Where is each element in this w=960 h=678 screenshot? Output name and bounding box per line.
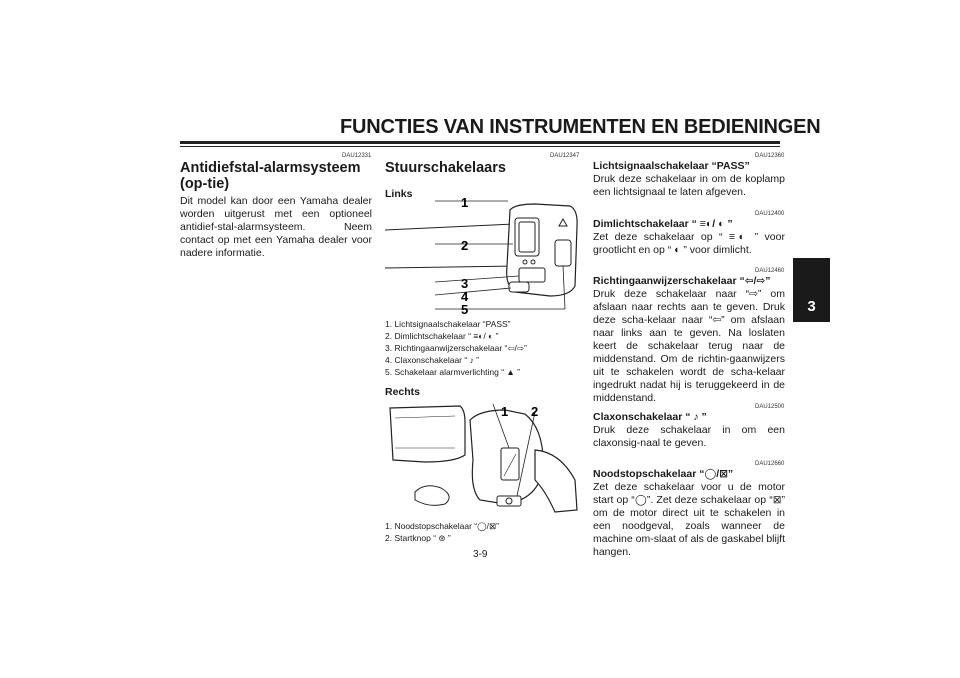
section-title: Stuurschakelaars (385, 160, 506, 176)
callout-1: 1 (501, 404, 509, 419)
section-title: Richtingaanwijzerschakelaar “⇦/⇨” (593, 275, 771, 287)
left-column (180, 160, 372, 260)
caption-item: 2. Startknop “ ⊛ ” (385, 533, 451, 543)
rechts-heading: Rechts (385, 386, 421, 398)
ref-code: DAU12331 (342, 153, 372, 159)
caption-item: 3. Richtingaanwijzerschakelaar “⇦/⇨” (385, 343, 527, 353)
header-rule-thin (180, 146, 780, 147)
section-richtingaanwijzer (593, 275, 785, 405)
callout-3: 3 (461, 276, 469, 291)
caption-item: 2. Dimlichtschakelaar “ ≡◐/ ◐ ” (385, 331, 499, 341)
left-switch-illustration (385, 196, 580, 314)
callout-5: 5 (461, 302, 469, 314)
section-body: Druk deze schakelaar naar “⇨” om afslaan naar rechts aan te geven. Druk deze scha-kelaar naar “⇦” om afslaan naar links aan te geven. Na loslaten keert de schakelaar terug naar de middenstand. Om de richtin-gaanwijzers uit te schakelen wordt de scha-kelaar ingedrukt nadat hij is teruggekeerd in de middenstand. (593, 288, 785, 404)
section-title: Antidiefstal-alarmsysteem (op-tie) (180, 160, 361, 192)
caption-item: 4. Claxonschakelaar “ ♪ ” (385, 355, 480, 365)
section-title: Claxonschakelaar “ ♪ ” (593, 411, 707, 423)
section-pass (593, 160, 785, 199)
section-dimlicht (593, 218, 785, 257)
links-captions (385, 318, 580, 378)
chapter-tab (793, 258, 830, 322)
callout-1: 1 (461, 196, 469, 210)
links-heading: Links (385, 188, 413, 200)
section-claxon (593, 411, 785, 450)
callout-2: 2 (531, 404, 539, 419)
caption-item: 1. Lichtsignaalschakelaar “PASS” (385, 319, 511, 329)
ref-code: DAU12460 (755, 268, 785, 274)
section-title: Noodstopschakelaar “◯/⊠” (593, 468, 734, 480)
middle-column (385, 160, 580, 200)
section-body: Druk deze schakelaar in om de koplamp een lichtsignaal te laten afgeven. (593, 173, 785, 198)
section-body: Zet deze schakelaar op “ ≡◐ ” voor grootlicht en op “ ◐ ” voor dimlicht. (593, 231, 785, 256)
section-body: Zet deze schakelaar voor u de motor start op “◯”. Zet deze schakelaar op “⊠” om de motor direct uit te schakelen in een noodgeval, zoals wanneer de machine om-slaat of als de gaskabel blijft hangen. (593, 481, 786, 558)
caption-item: 1. Noodstopschakelaar “◯/⊠” (385, 521, 499, 531)
section-body: Druk deze schakelaar in om een claxonsig-naal te geven. (593, 424, 785, 449)
ref-code: DAU12500 (755, 404, 785, 410)
section-body: Dit model kan door een Yamaha dealer worden uitgerust met een optioneel antidief-stal-alarmsysteem. Neem contact op met een Yamaha dealer voor nadere informatie. (180, 195, 372, 259)
ref-code: DAU12660 (755, 461, 785, 467)
section-title: Lichtsignaalschakelaar “PASS” (593, 160, 750, 172)
header-rule-thick (180, 141, 780, 144)
chapter-number: 3 (807, 298, 816, 315)
caption-item: 5. Schakelaar alarmverlichting “ ▲ ” (385, 367, 521, 377)
ref-code: DAU12347 (550, 153, 580, 159)
section-title: Dimlichtschakelaar “ ≡◐/ ◐ ” (593, 218, 733, 230)
rechts-captions (385, 520, 580, 544)
section-noodstop (593, 468, 785, 559)
page-header-title: FUNCTIES VAN INSTRUMENTEN EN BEDIENINGEN (340, 116, 821, 138)
callout-2: 2 (461, 238, 469, 253)
callout-4: 4 (461, 289, 469, 304)
ref-code: DAU12360 (755, 153, 785, 159)
page-number: 3-9 (473, 549, 488, 560)
ref-code: DAU12400 (755, 211, 785, 217)
right-switch-illustration (385, 400, 580, 518)
